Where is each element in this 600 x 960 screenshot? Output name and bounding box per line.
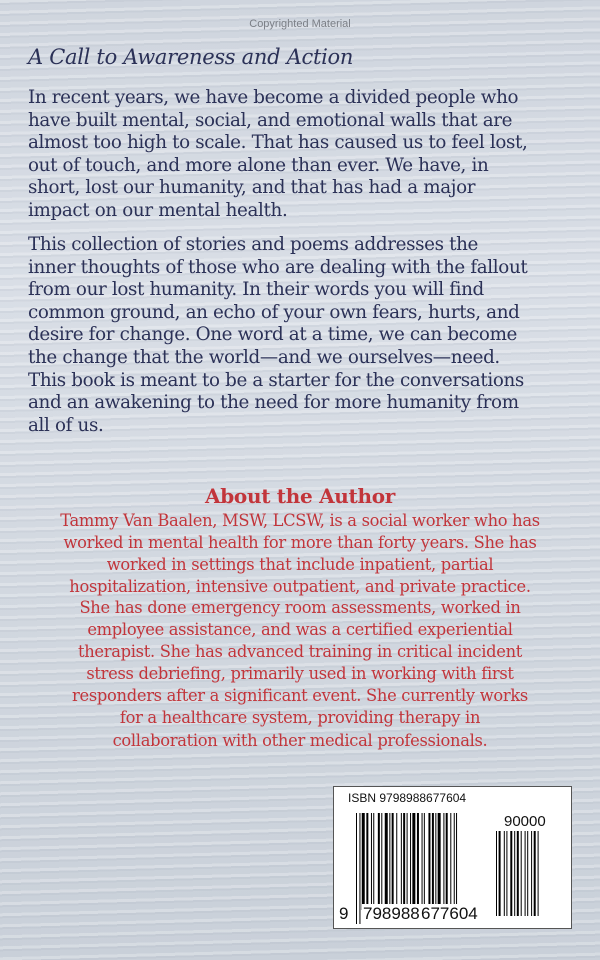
paragraph-2 xyxy=(28,234,527,437)
barcode-bar xyxy=(428,813,430,910)
paragraph-1 xyxy=(28,87,527,223)
barcode-bar xyxy=(403,813,405,910)
barcode-bar xyxy=(504,831,505,916)
barcode-bar xyxy=(424,813,425,910)
barcode-digits-right: 677604 xyxy=(421,904,478,923)
barcode-bar xyxy=(385,813,388,910)
barcode-bar xyxy=(401,813,402,910)
barcode-bar xyxy=(362,813,365,910)
text-line: all of us. xyxy=(28,414,104,436)
text-line: Tammy Van Baalen, MSW, LCSW, is a social worker who has xyxy=(60,511,540,530)
text-line: She has done emergency room assessments, worked in xyxy=(79,598,521,617)
text-line: short, lost our humanity, and that has had a major xyxy=(28,177,476,199)
barcode-bar xyxy=(438,813,441,910)
barcode-bar xyxy=(506,831,507,916)
barcode-bar xyxy=(527,831,528,916)
barcode-bar xyxy=(514,831,515,916)
text-line: In recent years, we have become a divided people who xyxy=(28,87,519,108)
barcode-bar xyxy=(396,813,397,910)
barcode-bar xyxy=(450,813,451,910)
text-line: almost too high to scale. That has caused us to feel lost, xyxy=(28,132,528,154)
about-paragraph-1 xyxy=(0,510,600,598)
text-line: inner thoughts of those who are dealing with the fallout xyxy=(28,256,528,278)
heading: A Call to Awareness and Action xyxy=(28,45,354,69)
barcode-bar xyxy=(356,813,357,924)
text-line: therapist. She has advanced training in critical incident xyxy=(77,642,523,662)
text-line: common ground, an echo of your own fears, hurts, and xyxy=(28,301,520,323)
barcode-bar xyxy=(496,831,497,916)
about-paragraph-2 xyxy=(0,597,600,752)
barcode-bar xyxy=(534,831,536,916)
barcode-bar xyxy=(359,813,360,924)
barcode-bar xyxy=(435,813,436,910)
text-line: impact on our mental health. xyxy=(28,199,288,221)
barcode-bar xyxy=(378,813,380,910)
barcode-bar xyxy=(521,831,522,916)
copyright-watermark: Copyrighted Material xyxy=(249,18,351,30)
text-line: employee assistance, and was a certified experiential xyxy=(87,620,513,640)
barcode-bar xyxy=(446,813,448,910)
price-addon: 90000 xyxy=(504,813,546,830)
barcode-bar xyxy=(381,813,382,910)
barcode-bar xyxy=(417,813,419,910)
text-line: This book is meant to be a starter for the conversations xyxy=(28,369,524,391)
barcode-bar xyxy=(366,813,368,910)
text-line: collaboration with other medical professionals. xyxy=(112,730,488,750)
barcode-bar xyxy=(389,813,390,910)
text-line: have built mental, social, and emotional walls that are xyxy=(28,109,513,131)
text-line: from our lost humanity. In their words you will find xyxy=(28,279,484,301)
barcode-bar xyxy=(510,831,512,916)
text-line: the change that the world—and we ourselves—need. xyxy=(28,346,500,368)
text-line: stress debriefing, primarily used in working with first xyxy=(86,664,514,684)
text-line: worked in settings that include inpatient, partial xyxy=(106,555,494,575)
barcode-bar xyxy=(422,813,423,910)
isbn-barcode xyxy=(333,786,572,929)
barcode-bar xyxy=(517,831,519,916)
text-line: desire for change. One word at a time, we can become xyxy=(28,324,518,346)
text-line: responders after a significant event. She currently works xyxy=(72,686,528,706)
barcode-bar xyxy=(443,813,444,910)
barcode-bar xyxy=(531,831,532,916)
barcode-bar xyxy=(371,813,372,910)
barcode-digit-first: 9 xyxy=(339,904,349,923)
barcode-bar xyxy=(373,813,374,910)
isbn-label: ISBN 9798988677604 xyxy=(348,791,467,805)
text-line: out of touch, and more alone than ever. We have, in xyxy=(28,154,489,176)
text-line: and an awakening to the need for more humanity from xyxy=(28,392,519,414)
text-line: This collection of stories and poems addresses the xyxy=(28,234,479,255)
text-line: worked in mental health for more than forty years. She has xyxy=(63,533,537,553)
barcode-bar xyxy=(432,813,434,910)
barcode-bar xyxy=(538,831,539,916)
barcode-bar xyxy=(412,813,415,910)
about-author-title: About the Author xyxy=(205,484,395,508)
barcode-digits-left: 798988 xyxy=(363,904,420,923)
barcode-bar xyxy=(392,813,394,910)
text-line: hospitalization, intensive outpatient, and private practice. xyxy=(69,577,531,597)
barcode-bar xyxy=(499,831,501,916)
text-line: for a healthcare system, providing therapy in xyxy=(119,708,481,728)
barcode-bar xyxy=(525,831,526,916)
